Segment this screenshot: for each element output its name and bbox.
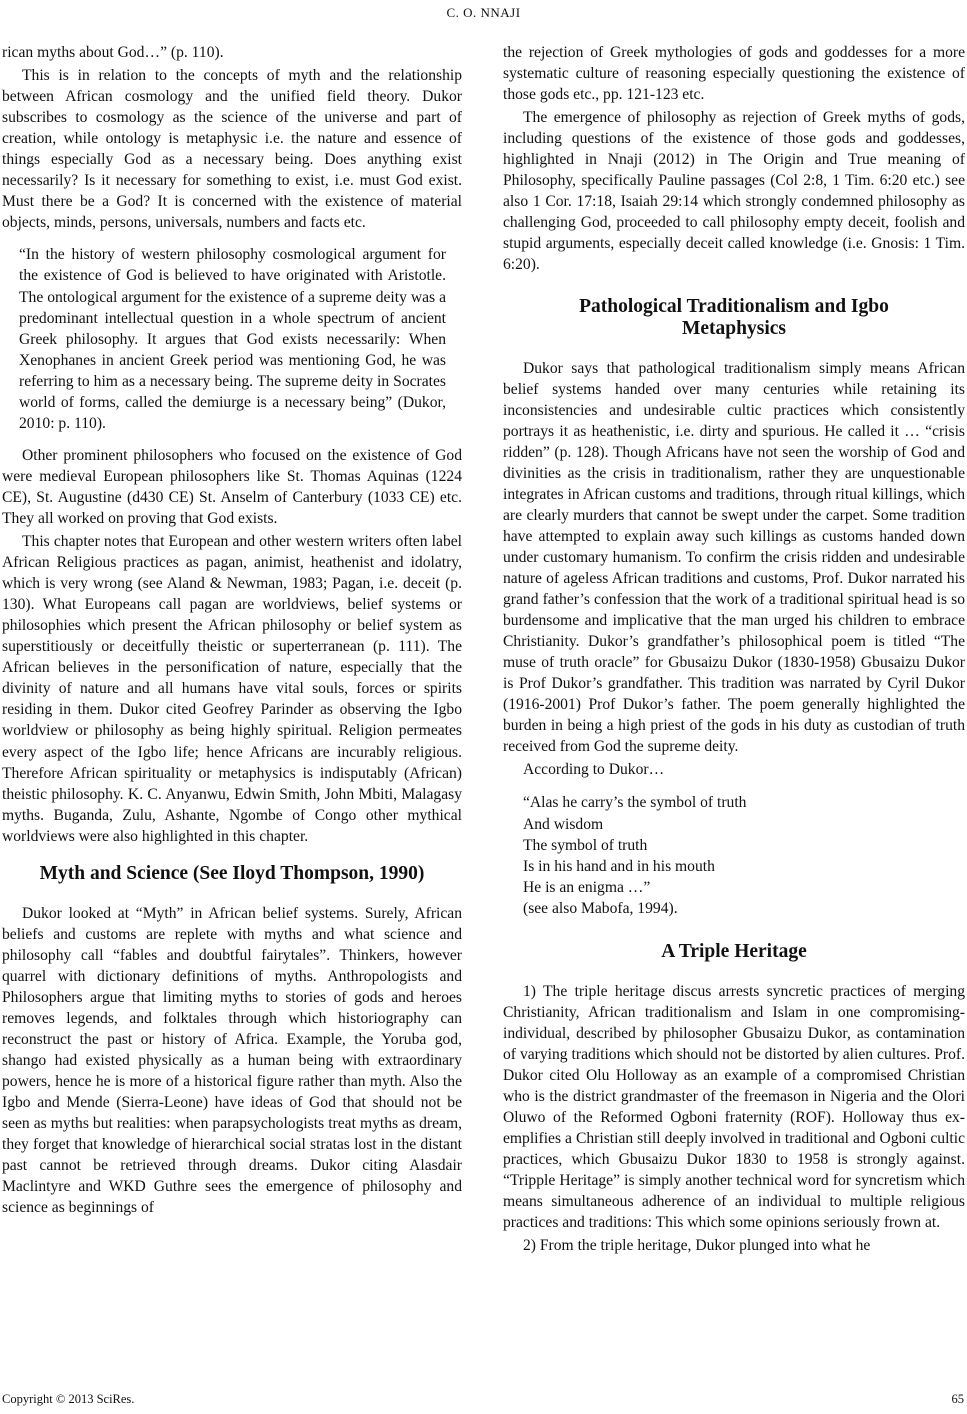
paragraph: This chapter notes that European and other western writers often label African Religious practices as pagan, animist, heathenist and idolatry, which is very wrong (see Aland & Newman, 1983; Pagan, i.e. deceit (p. 130). What Europeans call pagan are worldviews, belief systems or philosophies which present the African philosophy or belief system as superstitiously or deceitfully theistic or superterranean (p. 111). The African believes in the personification of nature, especially that the divinity of nature and all humans have vital souls, forces or spirits residing in them. Dukor cited Geofrey Parinder as observing the Igbo worldview or philosophy as being highly spiritual. Religion permeates every aspect of the Igbo life; hence Africans are incurably religious. Therefore African spirituality or metaphysics is indisputably (African) theistic philosophy. K. C. Anyanwu, Edwin Smith, John Mbiti, Malagasy myths. Buganda, Zulu, Ashante, Ngombe of Congo other mythical worldviews were also highlighted in this chapter. xyxy=(2,533,462,845)
poem-quote xyxy=(523,792,965,918)
block-quote xyxy=(19,244,446,433)
section-heading: A Triple Heritage xyxy=(661,940,807,962)
paragraph: According to Dukor… xyxy=(523,761,665,779)
paragraph: 1) The triple heritage discus arrests syncretic practices of merging Christianity, African traditionalism and Islam in one compromising-individual, described by philosopher Gbusaizu Dukor, as contamination of varying traditions which should not be distorted by alien cultures. Prof. Dukor cited Olu Holloway as an example of a compromised Christian who is the district grandmaster of the freemason in Nigeria and the Olori Oluwo of the Reformed Ogboni fraternity (ROF). Holloway thus exemplifies a Christian still deeply involved in traditional and Ogboni cultic practices, which Gbusaizu Dukor 1830 to 1958 is strongly against. “Tripple Heritage” is simply another technical word for syncretism which means simultaneous adherence of an individual to multiple religious practices and traditions: This which some opinions seriously frown at. xyxy=(503,982,965,1232)
right-column xyxy=(503,42,965,1258)
page-number: 65 xyxy=(951,1392,964,1406)
poem-line: And wisdom xyxy=(523,815,604,833)
section-heading-line: Pathological Traditionalism and Igbo xyxy=(579,295,889,317)
poem-line: He is an enigma …” xyxy=(523,878,651,896)
paragraph: This is in relation to the concepts of myth and the relationship between African cosmology and the unified field theory. Dukor subscribes to cosmology as the science of the universe and part of creation, while ontology is metaphysic i.e. the nature and essence of things especially God as a necessary being. Does anything exist necessarily? Is it necessary for something to exist, i.e. must God exist. Must there be a God? It is concerned with the existence of material objects, minds, persons, universals, numbers and facts etc. xyxy=(2,67,462,232)
poem-line: The symbol of truth xyxy=(523,836,648,854)
left-column xyxy=(2,42,462,1220)
paragraph: The emergence of philosophy as rejection of Greek myths of gods, including questions of the existence of those gods and goddesses, highlighted in Nnaji (2012) in The Origin and True meaning of Philosophy, specifically Pauline passages (Col 2:8, 1 Tim. 6:20 etc.) see also 1 Cor. 17:18, Isaiah 29:14 which strongly condemned philosophy as challenging God, proceeded to call philosophy empty deceit, foolish and stupid arguments, especially deceit called knowledge (i.e. Gnosis: 1 Tim. 6:20). xyxy=(503,109,965,274)
poem-line: (see also Mabofa, 1994). xyxy=(523,899,678,917)
section-heading: Myth and Science (See Iloyd Thompson, 1990) xyxy=(39,862,425,884)
poem-line: Is in his hand and in his mouth xyxy=(523,857,715,875)
copyright-footer: Copyright © 2013 SciRes. xyxy=(2,1392,135,1406)
block-quote-text: “In the history of western philosophy cosmological argument for the existence of God is believed to have originated with Aristotle. The ontological argument for the existence of a supreme deity was a predominant intellectual question in a whole spectrum of ancient Greek philosophy. It argues that God exists necessarily: When Xenophanes in ancient Greek period was mentioning God, he was referring to him as a necessary being. The supreme deity in Socrates world of forms, called the demiurge is a necessary being” (Dukor, 2010: p. 110). xyxy=(19,246,446,432)
paragraph: Dukor looked at “Myth” in African belief systems. Surely, African beliefs and customs are replete with myths and what science and philosophy call “fables and doubtful fairytales”. Thinkers, however quarrel with dictionary definitions of myths. Anthropologists and Philosophers argue that limiting myths to stories of gods and heroes removes legends, and folktales through which historiography can reconstruct the past or history of Africa. Example, the Yoruba god, shango had existed physically as a human being with extraordinary powers, hence he is more of a historical figure rather than myth. Also the Igbo and Mende (Sierra-Leone) have ideas of God that should not be seen as myths but realities: when parapsychologists treat myths as dream, they forget that knowledge of hierarchical social stratas lost in the distant past cannot be retrieved through dreams. Dukor citing Alasdair Maclintyre and WKD Guthre sees the emergence of philosophy and science as beginnings of xyxy=(2,904,462,1217)
paragraph: Other prominent philosophers who focused on the existence of God were medieval European philosophers like St. Thomas Aquinas (1224 CE), St. Augustine (d430 CE) St. Anselm of Canterbury (1033 CE) etc. They all worked on proving that God exists. xyxy=(2,446,462,527)
poem-line: “Alas he carry’s the symbol of truth xyxy=(523,794,747,812)
paragraph: 2) From the triple heritage, Dukor plunged into what he xyxy=(523,1237,871,1255)
paragraph: Dukor says that pathological traditionalism simply means African belief systems handed over many centuries while retaining its inconsistencies and undesirable cultic practices which consistently portrays it as heathenistic, i.e. dirty and spurious. He called it … “crisis ridden” (p. 128). Though Africans have not seen the worship of God and divinities as the crisis in traditionalism, rather they are unquestionable integrates in African customs and traditions, through ritual killings, which are clearly murders that cannot be swept under the carpet. Some tradition have attempted to explain away such killings as customs handed down under customary humanism. To confirm the crisis ridden and undesirable nature of ageless African traditions and customs, Prof. Dukor narrated his grand father’s confession that the work of a traditional spiritual head is so burdensome and implicative that the man urged his children to embrace Christianity. Dukor’s grandfather’s philosophical poem is titled “The muse of truth oracle” for Gbusaizu Dukor (1830-1958) Gbusaizu Dukor is Prof Dukor’s grandfather. This tradition was narrated by Cyril Dukor (1916-2001) Prof Dukor’s father. The poem generally highlighted the burden in being a high priest of the gods in his duty as custodian of truth received from God the supreme deity. xyxy=(503,359,965,756)
section-heading xyxy=(503,296,965,340)
section-heading-line: Metaphysics xyxy=(682,317,786,339)
paragraph: rican myths about God…” (p. 110). xyxy=(2,44,224,61)
running-head: C. O. NNAJI xyxy=(446,5,521,20)
paragraph: the rejection of Greek mythologies of gods and goddesses for a more systematic culture of reasoning especially questioning the existence of those gods etc., pp. 121-123 etc. xyxy=(503,44,965,104)
